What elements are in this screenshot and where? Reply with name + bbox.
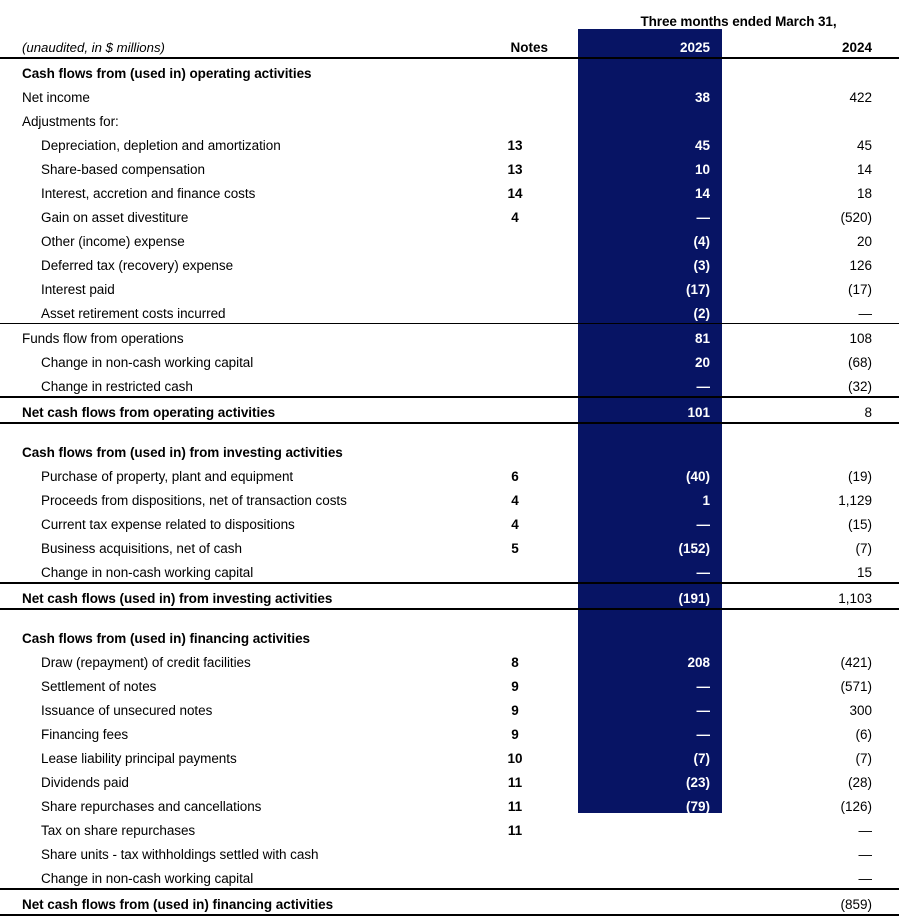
row-note-reference: [470, 840, 578, 864]
table-row: [0, 179, 899, 203]
row-label: Net cash flows from (used in) financing activities: [0, 889, 470, 915]
table-row: [0, 348, 899, 372]
row-value-2024: (7): [855, 750, 872, 766]
table-row: [0, 696, 899, 720]
spacer-row: [0, 609, 899, 624]
row-note-reference: 13: [507, 161, 523, 177]
row-value-2025: —: [696, 726, 710, 742]
row-label: Change in non-cash working capital: [41, 870, 254, 886]
row-value-2025: 1: [702, 492, 710, 508]
row-value-2024: (32): [847, 378, 872, 394]
row-note-reference: [470, 558, 578, 583]
row-note-reference: [470, 348, 578, 372]
row-value-2024: 14: [856, 161, 872, 177]
table-row: [0, 583, 899, 609]
row-value-2024: [722, 58, 899, 83]
row-note-reference: [470, 624, 578, 648]
row-value-2025: —: [696, 702, 710, 718]
table-row: [0, 486, 899, 510]
row-value-2025: (3): [693, 257, 710, 273]
row-label: Cash flows from (used in) from investing activities: [22, 444, 343, 460]
row-value-2025: (2): [693, 305, 710, 321]
spacer-row: [0, 423, 899, 438]
row-value-2025: (17): [685, 281, 710, 297]
table-row: [0, 816, 899, 840]
row-label: Proceeds from dispositions, net of transaction costs: [41, 492, 347, 508]
row-value-2024: —: [858, 870, 872, 886]
row-value-2024: 1,103: [722, 583, 899, 609]
spacer-cell: [0, 609, 470, 624]
header-span-spacer: [0, 0, 470, 30]
spacer-cell: [470, 423, 578, 438]
table-row: [0, 768, 899, 792]
spacer-cell: [0, 423, 470, 438]
table-row: [0, 58, 899, 83]
row-value-2024: —: [858, 305, 872, 321]
row-value-2025: [578, 58, 722, 83]
row-value-2024: 8: [722, 397, 899, 423]
row-label: Financing fees: [41, 726, 129, 742]
row-value-2024: 126: [849, 257, 872, 273]
row-note-reference: 11: [507, 774, 523, 790]
row-value-2024: 108: [722, 324, 899, 349]
row-label: Cash flows from (used in) operating activities: [22, 65, 312, 81]
table-header: [0, 0, 899, 58]
row-value-2024: (6): [855, 726, 872, 742]
table-row: [0, 155, 899, 179]
table-row: [0, 324, 899, 349]
table-row: [0, 510, 899, 534]
row-value-2024: 15: [856, 564, 872, 580]
row-value-2025: —: [696, 870, 710, 886]
row-note-reference: [470, 58, 578, 83]
row-note-reference: [470, 299, 578, 324]
row-note-reference: [470, 324, 578, 349]
row-label: Cash flows from (used in) financing activities: [22, 630, 310, 646]
table-row: [0, 372, 899, 397]
row-value-2024: 300: [849, 702, 872, 718]
row-note-reference: 4: [511, 209, 519, 225]
row-label: Depreciation, depletion and amortization: [41, 137, 281, 153]
row-value-2025: 83: [578, 889, 722, 915]
table-row: [0, 299, 899, 324]
table-row: [0, 203, 899, 227]
row-note-reference: [470, 583, 578, 609]
row-value-2024: 20: [856, 233, 872, 249]
table-row: [0, 107, 899, 131]
row-note-reference: 9: [511, 726, 519, 742]
row-value-2024: [722, 624, 899, 648]
row-value-2024: (68): [847, 354, 872, 370]
row-label: Purchase of property, plant and equipment: [41, 468, 294, 484]
row-label: Other (income) expense: [41, 233, 185, 249]
table-row: [0, 889, 899, 915]
row-value-2025: —: [696, 564, 710, 580]
table-row: [0, 397, 899, 423]
row-label: Change in non-cash working capital: [41, 354, 254, 370]
spacer-cell: [578, 609, 722, 624]
row-note-reference: [470, 275, 578, 299]
row-value-2025: 45: [694, 137, 710, 153]
table-row: [0, 744, 899, 768]
row-note-reference: 13: [507, 137, 523, 153]
row-note-reference: [470, 889, 578, 915]
row-label: Net cash flows (used in) from investing activities: [0, 583, 470, 609]
row-value-2025: (79): [685, 798, 710, 814]
row-value-2024: (571): [840, 678, 872, 694]
row-note-reference: 9: [511, 702, 519, 718]
row-note-reference: 4: [511, 492, 519, 508]
header-columns-row: [0, 30, 899, 58]
row-label: Funds flow from operations: [0, 324, 470, 349]
row-value-2024: (28): [847, 774, 872, 790]
table-row: [0, 792, 899, 816]
row-value-2024: [722, 107, 899, 131]
row-label: Dividends paid: [41, 774, 129, 790]
row-note-reference: 6: [511, 468, 519, 484]
row-label: Business acquisitions, net of cash: [41, 540, 242, 556]
row-value-2024: (19): [847, 468, 872, 484]
column-header-notes: Notes: [470, 30, 578, 58]
header-span-row: [0, 0, 899, 30]
row-label: Asset retirement costs incurred: [41, 305, 226, 321]
row-value-2025: —: [696, 516, 710, 532]
table-row: [0, 462, 899, 486]
row-label: Change in non-cash working capital: [41, 564, 254, 580]
row-value-2024: [722, 438, 899, 462]
row-value-2025: (191): [578, 583, 722, 609]
row-label: Share repurchases and cancellations: [41, 798, 262, 814]
row-note-reference: [470, 438, 578, 462]
table-row: [0, 624, 899, 648]
row-value-2024: (7): [855, 540, 872, 556]
row-note-reference: 11: [507, 798, 523, 814]
row-value-2025: 81: [578, 324, 722, 349]
row-value-2025: (1): [693, 822, 710, 838]
row-note-reference: [470, 397, 578, 423]
table-row: [0, 720, 899, 744]
row-value-2024: (520): [840, 209, 872, 225]
table-row: [0, 840, 899, 864]
row-note-reference: 14: [507, 185, 523, 201]
table-row: [0, 558, 899, 583]
table-row: [0, 648, 899, 672]
row-value-2025: 14: [694, 185, 710, 201]
row-value-2024: (859): [722, 889, 899, 915]
row-label: Change in restricted cash: [41, 378, 193, 394]
table-row: [0, 534, 899, 558]
row-value-2024: (15): [847, 516, 872, 532]
row-value-2024: —: [858, 822, 872, 838]
row-value-2025: [578, 107, 722, 131]
row-label: Interest paid: [41, 281, 115, 297]
row-value-2024: 45: [856, 137, 872, 153]
row-value-2025: (23): [685, 774, 710, 790]
row-label: Issuance of unsecured notes: [41, 702, 213, 718]
period-header: Three months ended March 31,: [640, 13, 837, 29]
row-note-reference: [470, 251, 578, 275]
spacer-cell: [722, 423, 899, 438]
row-label: Net income: [22, 89, 90, 105]
spacer-cell: [578, 423, 722, 438]
row-label: Settlement of notes: [41, 678, 157, 694]
row-value-2024: 1,129: [838, 492, 872, 508]
row-label: Net cash flows from operating activities: [0, 397, 470, 423]
row-value-2025: (40): [685, 468, 710, 484]
row-value-2024: 18: [856, 185, 872, 201]
table-body: [0, 58, 899, 915]
row-value-2024: —: [858, 846, 872, 862]
row-value-2025: [578, 438, 722, 462]
row-note-reference: 10: [507, 750, 523, 766]
row-value-2025: (7): [693, 750, 710, 766]
row-value-2025: (15): [685, 846, 710, 862]
row-value-2025: —: [696, 209, 710, 225]
header-span-spacer-notes: [470, 0, 578, 30]
row-note-reference: 4: [511, 516, 519, 532]
row-value-2025: 10: [694, 161, 710, 177]
row-label: Share units - tax withholdings settled with cash: [41, 846, 319, 862]
row-label: Tax on share repurchases: [41, 822, 196, 838]
table-row: [0, 438, 899, 462]
row-value-2024: (421): [840, 654, 872, 670]
table-row: [0, 672, 899, 696]
table-row: [0, 227, 899, 251]
row-note-reference: [470, 107, 578, 131]
table-row: [0, 275, 899, 299]
row-label: Share-based compensation: [41, 161, 205, 177]
spacer-cell: [470, 609, 578, 624]
row-note-reference: 8: [511, 654, 519, 670]
row-label: Draw (repayment) of credit facilities: [41, 654, 251, 670]
row-value-2025: —: [696, 378, 710, 394]
table-row: [0, 864, 899, 889]
row-label: Current tax expense related to dispositions: [41, 516, 295, 532]
row-value-2025: 208: [687, 654, 710, 670]
row-label: Adjustments for:: [22, 113, 119, 129]
row-note-reference: [470, 227, 578, 251]
row-value-2025: (4): [693, 233, 710, 249]
row-label: Interest, accretion and finance costs: [41, 185, 256, 201]
table-row: [0, 251, 899, 275]
row-value-2025: 20: [694, 354, 710, 370]
table-row: [0, 131, 899, 155]
spacer-cell: [722, 609, 899, 624]
row-value-2025: 101: [578, 397, 722, 423]
row-label: Deferred tax (recovery) expense: [41, 257, 234, 273]
table-row: [0, 83, 899, 107]
column-header-2025: 2025: [578, 30, 722, 58]
row-note-reference: [470, 83, 578, 107]
row-value-2024: (17): [847, 281, 872, 297]
row-label: Lease liability principal payments: [41, 750, 237, 766]
row-value-2025: 38: [694, 89, 710, 105]
row-note-reference: 5: [511, 540, 519, 556]
row-value-2025: [578, 624, 722, 648]
row-label: Gain on asset divestiture: [41, 209, 189, 225]
column-header-2024: 2024: [722, 30, 899, 58]
row-note-reference: 11: [507, 822, 523, 838]
basis-of-presentation-label: (unaudited, in $ millions): [0, 30, 470, 58]
row-note-reference: [470, 372, 578, 397]
row-note-reference: [470, 864, 578, 889]
row-value-2024: 422: [849, 89, 872, 105]
row-value-2025: —: [696, 678, 710, 694]
row-note-reference: 9: [511, 678, 519, 694]
row-value-2025: (152): [678, 540, 710, 556]
row-value-2024: (126): [840, 798, 872, 814]
